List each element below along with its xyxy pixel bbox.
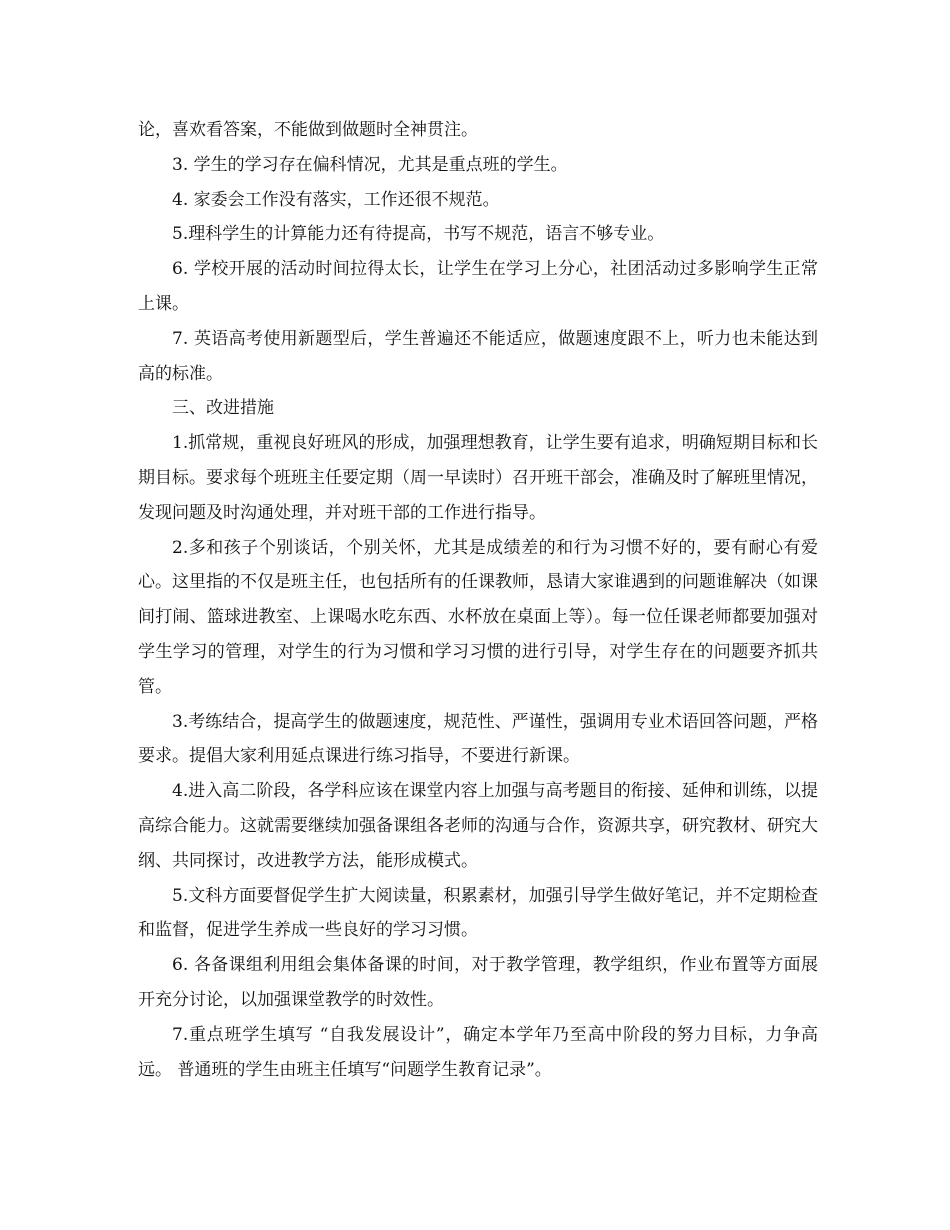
paragraph-measure-6: 6. 各备课组利用组会集体备课的时间，对于教学管理，教学组织，作业布置等方面展开充分讨论，以加强课堂教学的时效性。: [138, 955, 818, 1010]
paragraph-measure-5: 5.文科方面要督促学生扩大阅读量，积累素材，加强引导学生做好笔记，并不定期检查和监督，促进学生养成一些良好的学习习惯。: [138, 885, 818, 941]
paragraph-issue-3: 3. 学生的学习存在偏科情况，尤其是重点班的学生。: [172, 154, 568, 175]
paragraph-issue-7: 7. 英语高考使用新题型后，学生普遍还不能适应，做题速度跟不上，听力也未能达到高的标准。: [138, 328, 818, 384]
paragraph-issue-5: 5.理科学生的计算能力还有待提高，书写不规范，语言不够专业。: [172, 224, 665, 245]
paragraph-measure-1: 1.抓常规，重视良好班风的形成，加强理想教育，让学生要有追求，明确短期目标和长期目标。要求每个班班主任要定期（周一早读时）召开班干部会，准确及时了解班里情况，发现问题及时沟通处理，并对班干部的工作进行指导。: [138, 433, 818, 523]
paragraph-measure-2: 2.多和孩子个别谈话，个别关怀，尤其是成绩差的和行为习惯不好的，要有耐心有爱心。这里指的不仅是班主任，也包括所有的任课教师，恳请大家谁遇到的问题谁解决（如课间打闹、篮球进教室、上课喝水吃东西、水杯放在桌面上等）。每一位任课老师都要加强对学生学习的管理，对学生的行为习惯和学习习惯的进行引导，对学生存在的问题要齐抓共管。: [138, 537, 818, 697]
paragraph-measure-3: 3.考练结合，提高学生的做题速度，规范性、严谨性，强调用专业术语回答问题，严格要求。提倡大家利用延点课进行练习指导，不要进行新课。: [138, 711, 818, 767]
paragraph-continuation: 论，喜欢看答案，不能做到做题时全神贯注。: [138, 120, 478, 140]
paragraph-issue-6: 6. 学校开展的活动时间拉得太长，让学生在学习上分心，社团活动过多影响学生正常上课。: [138, 259, 818, 314]
section-heading-improvements: 三、改进措施: [172, 398, 274, 419]
paragraph-measure-7: 7.重点班学生填写 “自我发展设计”，确定本学年乃至高中阶段的努力目标，力争高远。 普通班的学生由班主任填写“问题学生教育记录”。: [138, 1024, 818, 1080]
paragraph-measure-4: 4.进入高二阶段，各学科应该在课堂内容上加强与高考题目的衔接、延伸和训练，以提高综合能力。这就需要继续加强备课组各老师的沟通与合作，资源共享，研究教材、研究大纲、共同探讨，改进教学方法，能形成模式。: [138, 781, 818, 871]
paragraph-issue-4: 4. 家委会工作没有落实，工作还很不规范。: [172, 189, 500, 210]
document-body: [138, 113, 818, 1087]
